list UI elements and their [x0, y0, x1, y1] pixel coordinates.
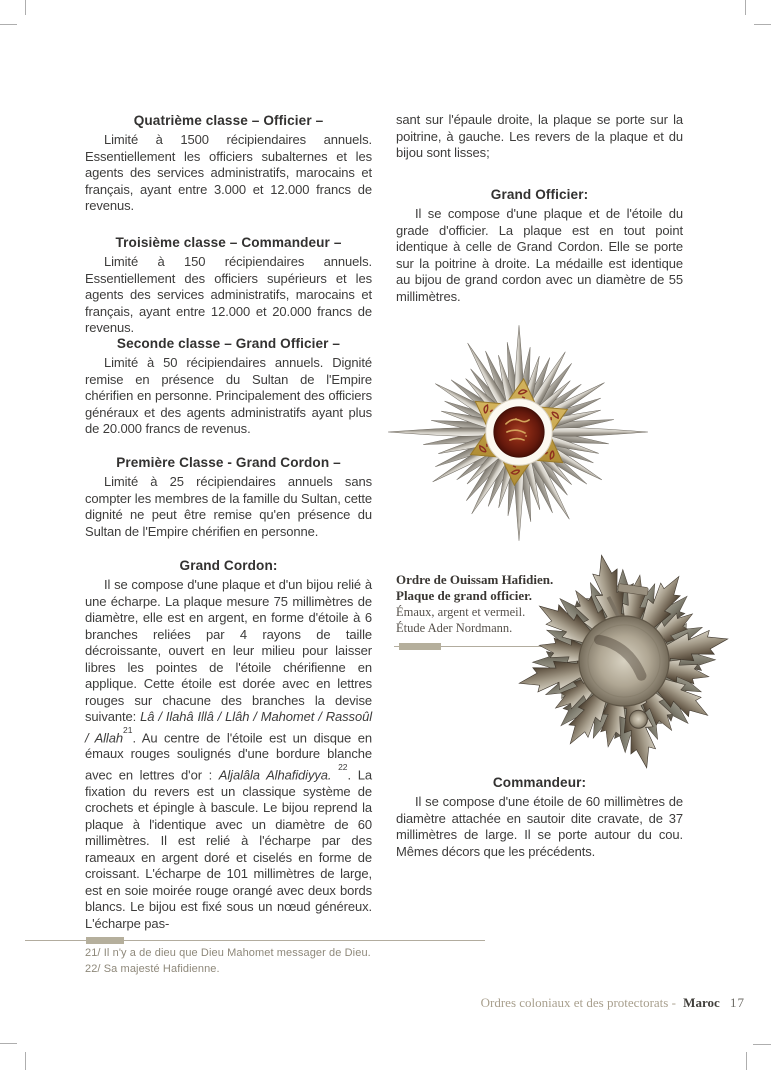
section-grand-cordon: [85, 557, 372, 932]
caption-line: Ordre de Ouissam Hafidien.: [396, 572, 554, 587]
motto-italic: Aljalâla Alhafidiyya.: [218, 767, 339, 783]
section-paragraph: sant sur l'épaule droite, la plaque se porte sur la poitrine, à gauche. Les revers de la plaque et du bijou sont lisses;: [396, 112, 683, 160]
section-troisieme-classe: [85, 234, 372, 337]
footnote-22: 22/ Sa majesté Hafidienne.: [85, 962, 220, 975]
section-paragraph: Il se compose d'une étoile de 60 millimètres de diamètre attachée en sautoir dite cravate, de 37 millimètres de large. Il se porte autour du cou. Mêmes décors que les précédents.: [396, 794, 683, 859]
footnotes: [85, 946, 505, 977]
caption-line: Étude Ader Nordmann.: [396, 621, 513, 635]
footnote-21: 21/ Il n'y a de dieu que Dieu Mahomet messager de Dieu.: [85, 947, 371, 959]
section-paragraph: [85, 577, 372, 932]
caption-rule-thick: [399, 643, 441, 650]
section-heading: Grand Officier:: [490, 187, 589, 202]
footnote-ref-21: 21: [122, 724, 133, 735]
body-text: . La fixation du revers est un classique système de crochets et épingle à bascule. Le bijou reprend la plaque à l'identique avec un diamètre de 60 millimètres. Il est relié à l'écharpe par des rameaux en argent doré et ciselés en forme de croissant. L'écharpe de 101 millimètres de large, est en soie moirée rouge orangé avec deux bords blancs. Le bijou est fixé sous un nœud généreux. L'écharpe pas-: [85, 767, 372, 931]
section-paragraph: Limité à 50 récipiendaires annuels. Dignité remise en présence du Sultan de l'Empire chérifien en personne. Principalement des officiers généraux et des agents administratifs ayant plus de 20.000 francs de revenus.: [85, 355, 372, 436]
footer-section-name: Maroc: [683, 995, 720, 1010]
section-premiere-classe: [85, 454, 372, 540]
section-heading: Seconde classe – Grand Officier –: [116, 336, 341, 351]
section-paragraph: Limité à 25 récipiendaires annuels sans compter les membres de la famille du Sultan, cette dignité ne peut être remise qu'en présence du Sultan de l'Empire chérifien en personne.: [85, 474, 372, 539]
section-heading: Première Classe - Grand Cordon –: [116, 455, 341, 470]
red-enamel-disc: [494, 407, 544, 457]
footnote-rule-thick: [86, 937, 124, 944]
section-commandeur: [396, 774, 683, 860]
page-number: 17: [730, 995, 745, 1010]
crop-mark-bottom-right-v: [746, 1052, 747, 1070]
section-heading: Troisième classe – Commandeur –: [115, 235, 342, 250]
paragraph-continuation: [396, 112, 683, 162]
section-paragraph: Il se compose d'une plaque et de l'étoile du grade d'officier. La plaque est en tout point identique à celle de Grand Cordon. Elle se porte sur la poitrine à droite. La médaille est identique au bijou de grand cordon avec un diamètre de 55 millimètres.: [396, 206, 683, 304]
devise-italic: Lâ / Ilahâ Illâ / Llâh / Mahomet / Rassoûl / Allah: [85, 709, 372, 745]
crop-mark-top-left-h: [0, 24, 17, 25]
section-paragraph: Limité à 1500 récipiendaires annuels. Essentiellement les officiers subalternes et les agents des services administratifs, marocains et français, ayant entre 3.000 et 12.000 francs de revenus.: [85, 132, 372, 213]
footer-series-title: Ordres coloniaux et des protectorats -: [480, 995, 676, 1010]
crop-mark-bottom-left-h: [0, 1043, 17, 1044]
medal-reverse-photo: [508, 549, 740, 773]
section-grand-officier: [396, 186, 683, 305]
medal-obverse-photo: [386, 314, 652, 550]
section-quatrieme-classe: [85, 112, 372, 215]
crop-mark-top-left-v: [25, 0, 26, 15]
section-heading: Commandeur:: [492, 775, 587, 790]
section-heading: Quatrième classe – Officier –: [133, 113, 324, 128]
section-seconde-classe: [85, 335, 372, 438]
crop-mark-bottom-left-v: [25, 1052, 26, 1070]
crop-mark-top-right-v: [745, 0, 746, 15]
page-footer: [481, 995, 745, 1011]
body-text: . Au centre de l'étoile est un disque en émaux rouges soulignés d'une bordure blanche avec en lettres d'or :: [85, 729, 372, 783]
caption-line: Plaque de grand officier.: [396, 588, 533, 603]
body-text: Il se compose d'une plaque et d'un bijou relié à une écharpe. La plaque mesure 75 millimètres de diamètre, elle est en argent, en forme d'étoile à 6 branches reliées par 4 rayons de taille décroissante, ouvert en leur milieu pour laisser libres les pointes de l'étoile chérifienne en applique. Cette étoile est dorée avec en lettres rouges sur chacune des branches la devise suivante:: [85, 577, 372, 724]
footnote-ref-22: 22: [338, 761, 348, 772]
section-heading: Grand Cordon:: [179, 558, 278, 573]
caption-line: Émaux, argent et vermeil.: [396, 605, 526, 619]
section-paragraph: Limité à 150 récipiendaires annuels. Essentiellement des officiers supérieurs et les agents des services administratifs, marocains et français, ayant entre 12.000 et 20.000 francs de revenus.: [85, 254, 372, 335]
crop-mark-top-right-h: [754, 24, 771, 25]
crop-mark-bottom-right-h: [753, 1044, 771, 1045]
